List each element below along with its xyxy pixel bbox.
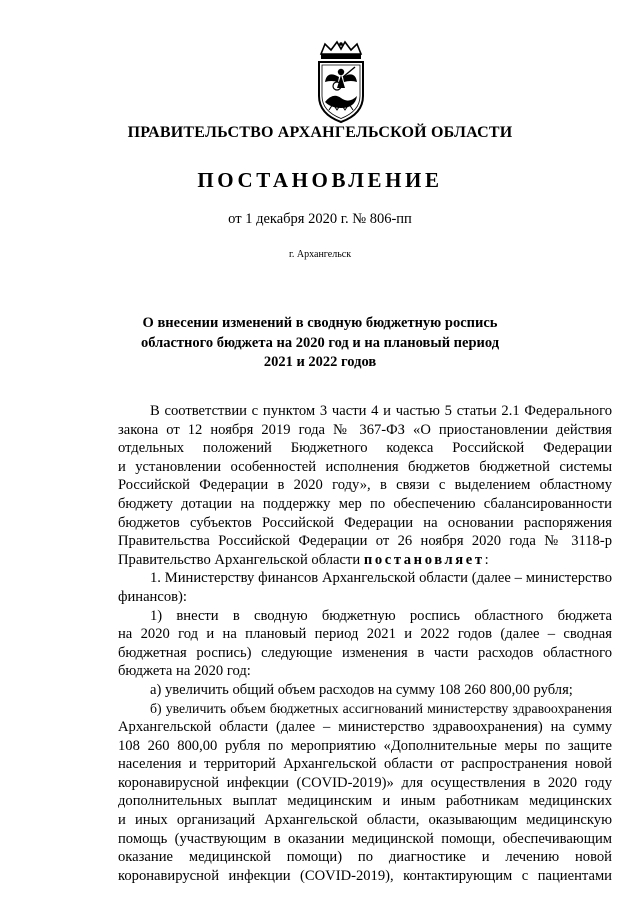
resolves-word: постановляет — [363, 551, 485, 568]
body-line: 1) внести в сводную бюджетную роспись областного бюджета — [150, 607, 612, 624]
body-line: дополнительных выплат медицинским и иным работникам медицинских — [118, 793, 612, 810]
body-line: на 2020 год и на плановый период 2021 и 2022 годов (далее – сводная — [118, 626, 612, 643]
body-line: отдельных положений Бюджетного кодекса Российской Федерации — [118, 440, 612, 457]
title-line: 2021 и 2022 годов — [263, 354, 377, 370]
body-line: и установлении особенностей исполнения бюджетов бюджетной системы — [118, 458, 612, 475]
body-line: б) увеличить объем бюджетных ассигнований министерству здравоохранения — [150, 700, 612, 716]
body-line: 108 260 800,00 рубля по мероприятию «Дополнительные меры по защите — [118, 737, 612, 754]
body-line: бюджетная роспись) следующие изменения в части расходов областного — [118, 644, 612, 661]
body-line: В соответствии с пунктом 3 части 4 и частью 5 статьи 2.1 Федерального — [150, 403, 612, 419]
body-line: Архангельской области (далее – министерство здравоохранения) на сумму — [118, 719, 612, 736]
organization-heading: ПРАВИТЕЛЬСТВО АРХАНГЕЛЬСКОЙ ОБЛАСТИ — [127, 124, 513, 141]
body-line: финансов): — [118, 588, 187, 605]
body-line: закона от 12 ноября 2019 года № 367-ФЗ «О приостановлении действия — [118, 421, 612, 438]
body-line: бюджетов субъектов Российской Федерации на основании распоряжения — [118, 514, 612, 531]
title-line: областного бюджета на 2020 год и на плановый период — [140, 334, 500, 351]
document-type-heading: ПОСТАНОВЛЕНИЕ — [197, 168, 443, 192]
resolution-colon: : — [484, 551, 489, 568]
body-line: коронавирусной инфекции (COVID-2019), контактирующим с пациентами — [118, 867, 612, 884]
body-line: помощь (участвующим в оказании медицинской помощи, обеспечивающим — [118, 830, 612, 847]
body-line: а) увеличить общий объем расходов на сумму 108 260 800,00 рубля; — [150, 681, 573, 698]
body-line-resolution — [118, 551, 612, 570]
body-line: Правительства Российской Федерации от 26 ноября 2020 года № 3118-р — [118, 533, 612, 550]
body-line: населения и территорий Архангельской области от распространения новой — [118, 756, 612, 773]
coat-of-arms-icon — [299, 40, 383, 124]
body-line: бюджета на 2020 год: — [118, 663, 251, 680]
date-and-number: от 1 декабря 2020 г. № 806-пп — [228, 211, 412, 227]
body-line: и иных организаций Архангельской области, оказывающим медицинскую — [118, 812, 612, 829]
title-line: О внесении изменений в сводную бюджетную роспись — [142, 315, 498, 331]
body-line: коронавирусной инфекции (COVID-2019)» для осуществления в 2020 году — [118, 774, 612, 791]
body-line: оказание медицинской помощи) по диагностике и лечению новой — [118, 849, 612, 866]
city-label: г. Архангельск — [288, 249, 352, 260]
resolution-prefix: Правительство Архангельской области — [118, 551, 364, 568]
document-title — [110, 314, 530, 373]
body-line: Российской Федерации в 2020 году», в связи с выделением областному — [118, 477, 612, 494]
body-line: бюджету дотации на поддержку мер по обеспечению сбалансированности — [118, 495, 612, 512]
body-line: 1. Министерству финансов Архангельской области (далее – министерство — [150, 570, 612, 587]
document-body — [118, 402, 612, 885]
